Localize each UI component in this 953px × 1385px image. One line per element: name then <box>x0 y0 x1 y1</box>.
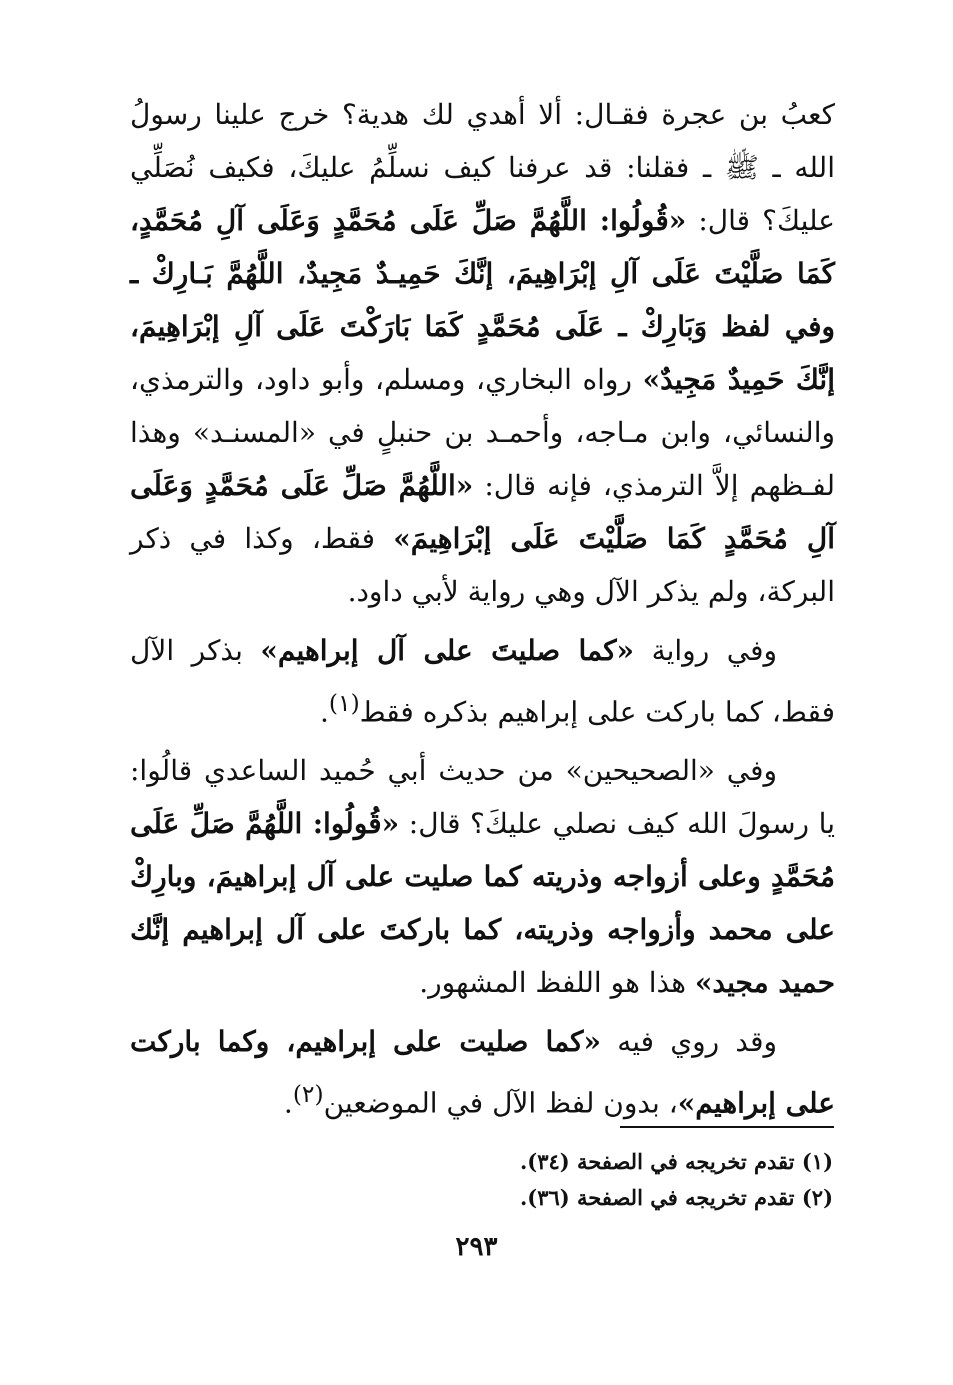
paragraph-3-text-1: وفي «الصحيحين» من حديث أبي حُميد الساعدي قالُوا: يا رسولَ الله كيف نصلي عليكَ؟ قال: <box>130 754 835 841</box>
paragraph-1 <box>130 88 835 618</box>
paragraph-2 <box>130 624 835 738</box>
paragraph-1-text-1: كعبُ بن عجرة فقـال: ألا أهدي لك هدية؟ خرج علينا رسولُ الله ـ ﷺ ـ فقلنا: قد عرفنا كيف نسلِّمُ عليكَ، فكيف نُصَلِّي عليكَ؟ قال: <box>130 98 835 237</box>
paragraph-2-quote-1: «كما صليتَ على آل إبراهيم» <box>260 634 635 667</box>
paragraph-4-quote-1: «كما صليت على إبراهيم، وكما باركت على إبراهيم» <box>130 1025 835 1120</box>
page-body <box>130 88 835 1130</box>
paragraph-4-text-3: . <box>283 1086 293 1120</box>
paragraph-2-text-2: بذكر الآل فقط، كما باركت على إبراهيم بذكره فقط <box>130 634 835 729</box>
footnote-1: (١) تقدم تخريجه في الصفحة (٣٤). <box>519 1149 833 1174</box>
paragraph-2-text-1: وفي رواية <box>634 634 777 667</box>
paragraph-3-text-2: هذا هو اللفظ المشهور. <box>419 966 695 1000</box>
paragraph-1-quote-1: «قُولُوا: اللَّهُمَّ صَلِّ عَلَى مُحَمَّدٍ وَعَلَى آلِ مُحَمَّدٍ، كَمَا صَلَّيْتَ عَلَى آلِ إبْرَاهِيمَ، إنَّكَ حَمِيـدٌ مَجِيدٌ، اللَّهُمَّ بَـارِكْ ـ وفي لفظ وَبَارِكْ ـ عَلَى مُحَمَّدٍ كَمَا بَارَكْتَ عَلَى آلِ إبْرَاهِيمَ، إنَّكَ حَمِيدٌ مَجِيدٌ» <box>130 204 835 396</box>
footnote-divider <box>620 1126 834 1128</box>
paragraph-1-text-3: فقط، وكذا في ذكر البركة، ولم يذكر الآل وهي رواية لأبي داود. <box>130 522 835 608</box>
footnote-ref-2: (٢) <box>292 1080 324 1109</box>
footnotes <box>330 1144 833 1216</box>
paragraph-1-quote-2: «اللَّهُمَّ صَلِّ عَلَى مُحَمَّدٍ وَعَلَى آلِ مُحَمَّدٍ كَمَا صَلَّيْتَ عَلَى إبْرَاهِيمَ» <box>130 469 835 555</box>
paragraph-4-text-1: وقد روي فيه <box>601 1025 777 1059</box>
paragraph-4-text-2: ، بدون لفظ الآل في الموضعين <box>323 1086 678 1120</box>
page-number: ٢٩٣ <box>455 1232 498 1262</box>
footnote-ref-1: (١) <box>328 689 360 717</box>
paragraph-1-text-2: رواه البخاري، ومسلم، وأبو داود، والترمذي، والنسائي، وابن مـاجه، وأحمـد بن حنبلٍ في «المسنـد» وهذا لفـظهم إلاَّ الترمذي، فإنه قال: <box>130 363 835 502</box>
paragraph-3-quote-1: «قُولُوا: اللَّهُمَّ صَلِّ عَلَى مُحَمَّدٍ وعلى أزواجه وذريته كما صليت على آل إبراهيمَ، وبارِكْ على محمد وأزواجه وذريته، كما باركتَ على آل إبراهيم إنَّك حميد مجيد» <box>130 807 835 1000</box>
paragraph-2-text-3: . <box>320 695 329 729</box>
paragraph-4 <box>130 1015 835 1129</box>
footnote-2: (٢) تقدم تخريجه في الصفحة (٣٦). <box>519 1185 833 1210</box>
paragraph-3 <box>130 744 835 1009</box>
